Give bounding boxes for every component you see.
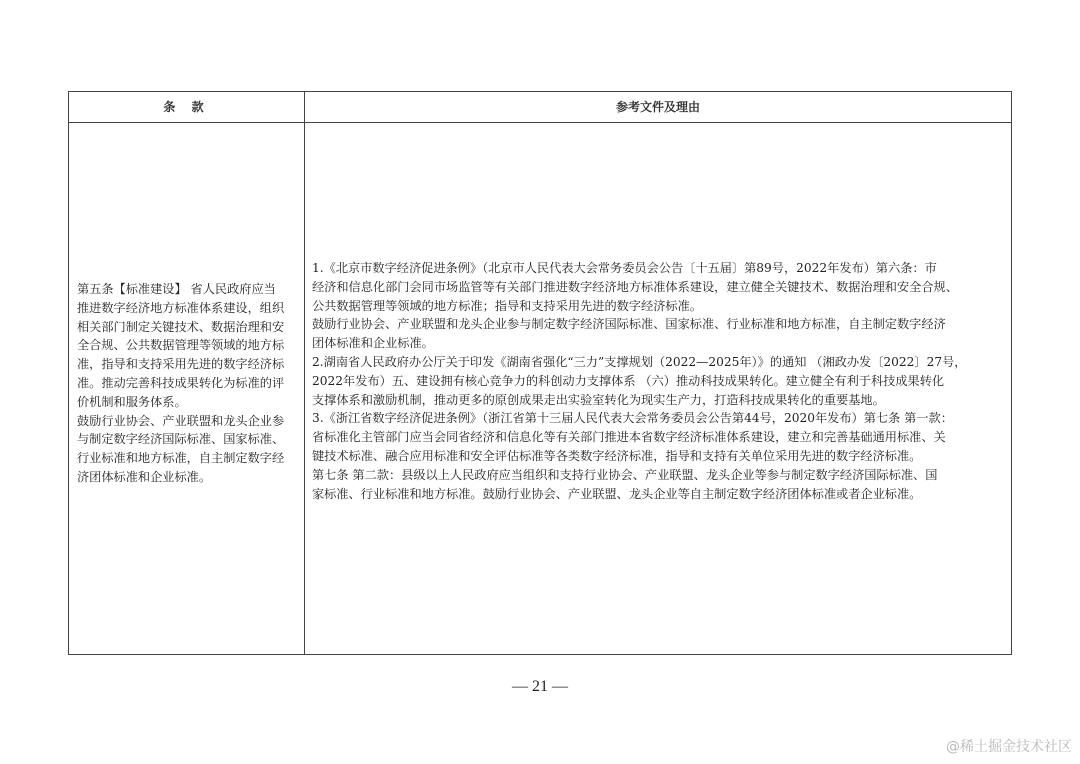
reference-text xyxy=(312,259,966,503)
text-line: 与制定数字经济国际标准、国家标准、 xyxy=(77,432,285,447)
text-line: 推进数字经济地方标准体系建设，组织 xyxy=(77,300,285,315)
text-line: 全合规、公共数据管理等领域的地方标 xyxy=(77,338,285,353)
text-line: 3.《浙江省数字经济促进条例》（浙江省第十三届人民代表大会常务委员会公告第44号，2020年发布）第七条 第一款： xyxy=(312,411,953,426)
text-line: 2.湖南省人民政府办公厅关于印发《湖南省强化“三力”支撑规划（2022—2025年）》的通知 （湘政办发〔2022〕27号， xyxy=(312,354,967,369)
text-line: 第五条【标准建设】 省人民政府应当 xyxy=(77,282,276,296)
watermark: @稀土掘金技术社区 xyxy=(946,739,1072,755)
text-line: 价机制和服务体系。 xyxy=(77,394,187,409)
clause-text xyxy=(77,280,299,487)
text-line: 相关部门制定关键技术、数据治理和安 xyxy=(77,319,285,334)
text-line: 第七条 第二款：县级以上人民政府应当组织和支持行业协会、产业联盟、龙头企业等参与制定数字经济国际标准、国 xyxy=(312,467,938,482)
text-line: 公共数据管理等领域的地方标准；指导和支持采用先进的数字经济标准。 xyxy=(312,298,702,313)
text-line: 键技术标准、融合应用标准和安全评估标准等各类数字经济标准，指导和支持有关单位采用先进的数字经济标准。 xyxy=(312,448,922,463)
column-divider xyxy=(304,92,305,654)
header-clause: 条 款 xyxy=(163,100,210,114)
text-line: 准，指导和支持采用先进的数字经济标 xyxy=(77,357,285,372)
text-line: 经济和信息化部门会同市场监管等有关部门推进数字经济地方标准体系建设，建立健全关键技术、数据治理和安全合规、 xyxy=(312,279,958,294)
text-line: 行业标准和地方标准，自主制定数字经 xyxy=(77,451,285,466)
text-line: 2022年发布）五、建设拥有核心竞争力的科创动力支撑体系 （六）推动科技成果转化。建立健全有利于科技成果转化 xyxy=(312,373,945,388)
text-line: 省标准化主管部门应当会同省经济和信息化等有关部门推进本省数字经济标准体系建设，建立和完善基础通用标准、关 xyxy=(312,430,946,445)
text-line: 准。推动完善科技成果转化为标准的评 xyxy=(77,375,285,390)
table-header-row xyxy=(69,92,1011,123)
clause-table xyxy=(68,91,1012,655)
text-line: 团体标准和企业标准。 xyxy=(312,336,434,351)
header-reference: 参考文件及理由 xyxy=(615,100,700,114)
text-line: 鼓励行业协会、产业联盟和龙头企业参与制定数字经济国际标准、国家标准、行业标准和地方标准，自主制定数字经济 xyxy=(312,317,946,332)
text-line: 1.《北京市数字经济促进条例》（北京市人民代表大会常务委员会公告〔十五届〕第89号，2022年发布）第六条：市 xyxy=(312,261,937,275)
page-number: — 21 — xyxy=(512,678,568,695)
text-line: 支撑体系和激励机制，推动更多的原创成果走出实验室转化为现实生产力，打造科技成果转化的重要基地。 xyxy=(312,392,885,407)
text-line: 鼓励行业协会、产业联盟和龙头企业参 xyxy=(77,413,285,428)
text-line: 家标准、行业标准和地方标准。鼓励行业协会、产业联盟、龙头企业等自主制定数字经济团体标准或者企业标准。 xyxy=(312,486,922,501)
text-line: 济团体标准和企业标准。 xyxy=(77,469,212,484)
